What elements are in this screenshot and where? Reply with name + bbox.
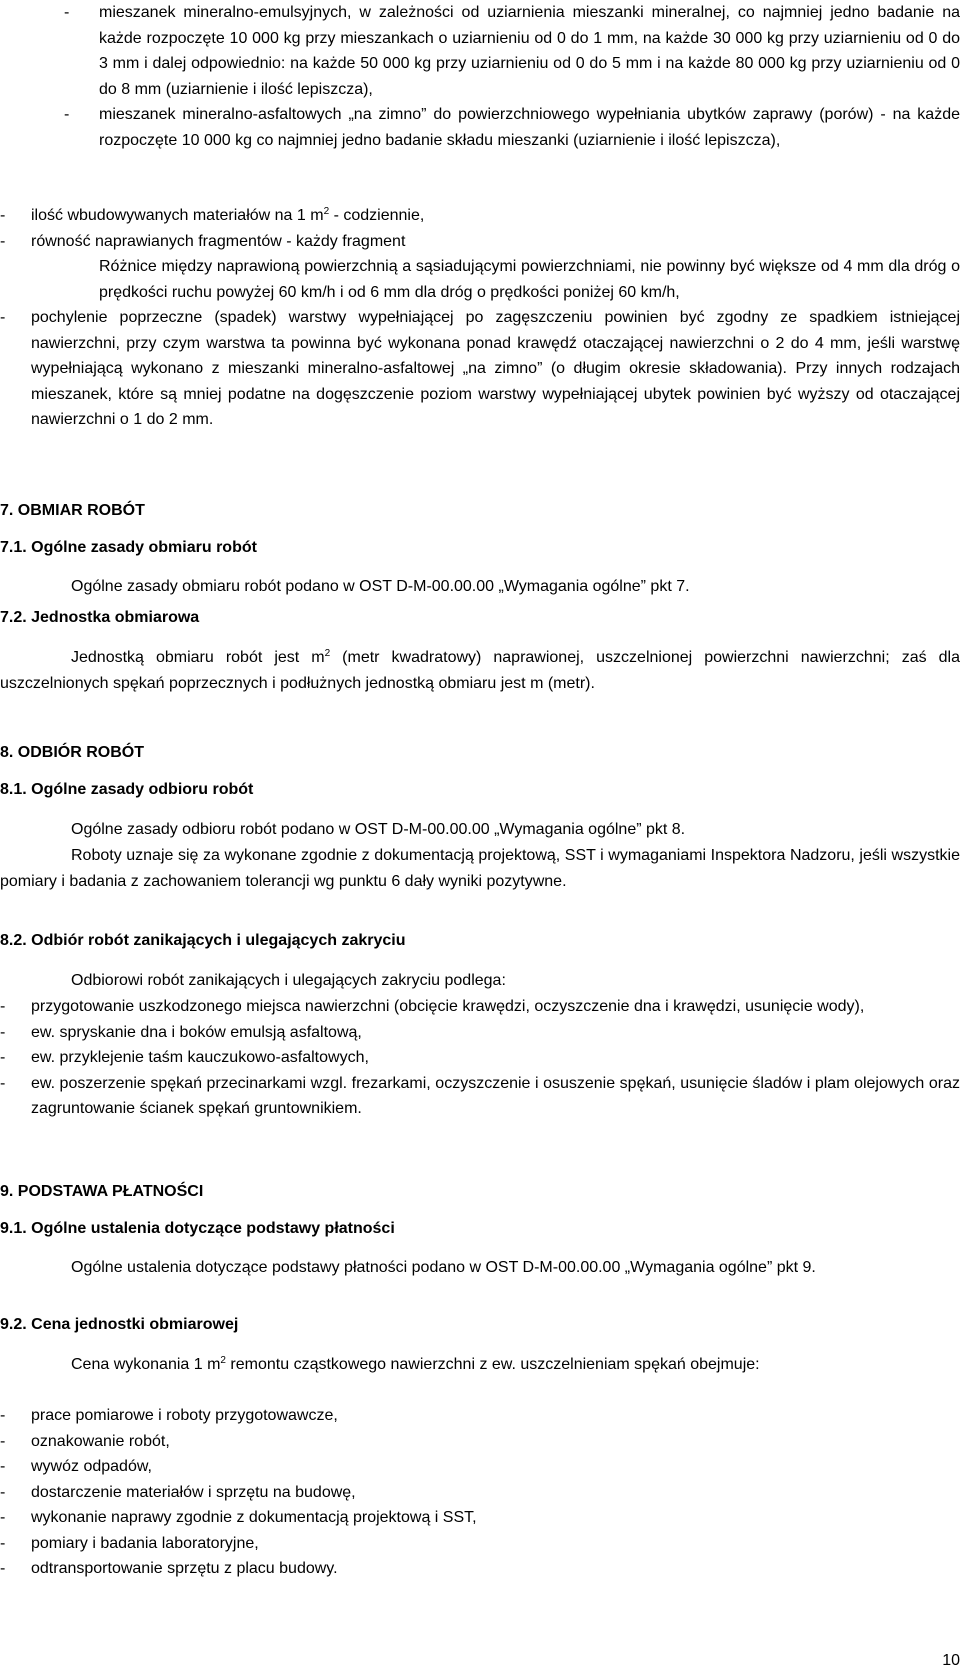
section-9-heading: 9. PODSTAWA PŁATNOŚCI: [0, 1183, 204, 1200]
section-8-heading: 8. ODBIÓR ROBÓT: [0, 744, 145, 761]
list-dash: -: [0, 1509, 6, 1526]
list-item-text: oznakowanie robót,: [31, 1432, 170, 1450]
list-item: [0, 0, 960, 102]
list-dash: -: [0, 1074, 6, 1092]
superscript: 2: [220, 1355, 226, 1366]
list-dash: -: [0, 998, 6, 1015]
list-item-text: ew. poszerzenie spękań przecinarkami wzgl. frezarkami, oczyszczenie i osuszenie spękań, usunięcie śladów i plam olejowych oraz zagruntowanie ścianek spękań gruntownikiem.: [31, 1074, 960, 1117]
section-9-1-text: Ogólne ustalenia dotyczące podstawy płatności podano w OST D-M-00.00.00 „Wymagania ogólne” pkt 9.: [71, 1259, 816, 1276]
page-number: 10: [942, 1652, 960, 1669]
list-item-text: mieszanek mineralno-emulsyjnych, w zależności od uziarnienia mieszanki mineralnej, co najmniej jedno badanie na każde rozpoczęte 10 000 kg przy mieszankach o uziarnieniu od 0 do 1 mm, na każde 30 000 kg przy uziarnieniu od 0 do 3 mm i dalej odpowiednio: na każde 50 000 kg przy uziarnieniu od 0 do 5 mm i na każde 80 000 kg przy uziarnieniu od 0 do 8 mm (uziarnienie i ilość lepiszcza),: [99, 4, 960, 98]
section-8-2-heading: 8.2. Odbiór robót zanikających i ulegających zakryciu: [0, 932, 406, 949]
list-item-text: prace pomiarowe i roboty przygotowawcze,: [31, 1407, 338, 1424]
section-7-2-text: [0, 645, 960, 696]
list-item: [0, 1071, 960, 1122]
list-item: [0, 1556, 960, 1582]
list-item: [0, 1480, 960, 1506]
list-item-text: pomiary i badania laboratoryjne,: [31, 1534, 259, 1552]
section-7-2-heading: 7.2. Jednostka obmiarowa: [0, 609, 200, 626]
list-dash: -: [0, 1560, 6, 1577]
list-item-text: odtransportowanie sprzętu z placu budowy.: [31, 1560, 338, 1577]
list-item-pochylenie: [0, 305, 960, 433]
list-dash: -: [0, 1483, 6, 1501]
section-8-1-text-1: Ogólne zasady odbioru robót podano w OST D-M-00.00.00 „Wymagania ogólne” pkt 8.: [71, 821, 686, 838]
list-item-text: ew. przyklejenie taśm kauczukowo-asfaltowych,: [31, 1049, 369, 1066]
list-item-text: mieszanek mineralno-asfaltowych „na zimno” do powierzchniowego wypełniania ubytków zaprawy (porów) - na każde rozpoczęte 10 000 kg co najmniej jedno badanie składu mieszanki (uziarnienie i ilość lepiszcza),: [99, 106, 960, 149]
text: Jednostką obmiaru robót jest m: [71, 649, 325, 666]
list-item: [0, 1505, 960, 1531]
list-dash: -: [0, 1534, 6, 1552]
top-sublist: [0, 0, 960, 153]
list-dash: -: [0, 232, 6, 250]
list-item: [0, 1531, 960, 1557]
text: Cena wykonania 1 m: [71, 1356, 221, 1373]
list-item-text: równość naprawianych fragmentów - każdy fragment: [31, 232, 406, 250]
list-dash: -: [0, 309, 6, 326]
text: remontu cząstkowego nawierzchni z ew. uszczelnieniam spękań obejmuje:: [225, 1356, 760, 1373]
list-item-text: - codziennie,: [329, 207, 425, 224]
list-item: [0, 994, 960, 1020]
section-8-2-intro: Odbiorowi robót zanikających i ulegających zakryciu podlega:: [71, 972, 506, 989]
section-9-2-list: [0, 1403, 960, 1582]
section-8-1-text-2: Roboty uznaje się za wykonane zgodnie z dokumentacją projektową, SST i wymaganiami Inspektora Nadzoru, jeśli wszystkie pomiary i badania z zachowaniem tolerancji wg punktu 6 dały wyniki pozytywne.: [0, 847, 960, 890]
list-item: [0, 1429, 960, 1455]
section-9-1-heading: 9.1. Ogólne ustalenia dotyczące podstawy płatności: [0, 1220, 395, 1237]
list-dash: -: [0, 1049, 6, 1066]
list-item-text: ilość wbudowywanych materiałów na 1 m: [31, 207, 324, 224]
list-item: [0, 1403, 960, 1429]
text: (metr kwadratowy) naprawionej, uszczelnionej powierzchni nawierzchni; zaś dla uszczelnionych spękań poprzecznych i podłużnych jednostką obmiaru jest m (metr).: [0, 649, 960, 692]
roznice-note: Różnice między naprawioną powierzchnią a sąsiadującymi powierzchniami, nie powinny być większe od 4 mm dla dróg o prędkości ruchu powyżej 60 km/h i od 6 mm dla dróg o prędkości poniżej 60 km/h,: [99, 258, 960, 301]
list-dash: -: [0, 1458, 6, 1475]
list-dash: -: [64, 4, 70, 21]
section-7-1-text: Ogólne zasady obmiaru robót podano w OST D-M-00.00.00 „Wymagania ogólne” pkt 7.: [71, 578, 690, 595]
section-9-2-heading: 9.2. Cena jednostki obmiarowej: [0, 1316, 239, 1333]
list-item-text: wykonanie naprawy zgodnie z dokumentacją projektową i SST,: [31, 1509, 477, 1526]
section-8-1-heading: 8.1. Ogólne zasady odbioru robót: [0, 781, 254, 798]
list-item-text: pochylenie poprzeczne (spadek) warstwy wypełniającej po zagęszczeniu powinien być zgodny ze spadkiem istniejącej nawierzchni, przy czym warstwa ta powinna być wykonana ponad krawędź otaczającej nawierzchni o 2 do 4 mm, jeśli warstwę wypełniającą wykonano z mieszanki mineralno-asfaltowej „na zimno” (o długim okresie składowania). Przy innych rodzajach mieszanek, które są mniej podatne na dogęszczenie poziom warstwy wypełniającej ubytek powinien być wyższy od otaczającej nawierzchni o 1 do 2 mm.: [31, 309, 960, 428]
superscript: 2: [324, 648, 331, 659]
section-8-2-list: [0, 994, 960, 1122]
list-item-text: przygotowanie uszkodzonego miejsca nawierzchni (obcięcie krawędzi, oczyszczenie dna i krawędzi, usunięcie wody),: [31, 998, 865, 1015]
list-dash: -: [0, 207, 6, 224]
superscript: 2: [323, 206, 330, 217]
list-item: [0, 102, 960, 153]
list-dash: -: [64, 106, 70, 123]
list-item-text: dostarczenie materiałów i sprzętu na budowę,: [31, 1483, 356, 1501]
list-dash: -: [0, 1432, 6, 1450]
list-item: [0, 1454, 960, 1480]
list-dash: -: [0, 1023, 6, 1041]
list-item-text: wywóz odpadów,: [31, 1458, 152, 1475]
list-item: [0, 1045, 960, 1071]
list-dash: -: [0, 1407, 6, 1424]
control-list: [0, 203, 960, 433]
section-7-1-heading: 7.1. Ogólne zasady obmiaru robót: [0, 539, 257, 556]
section-9-2-text: [0, 1352, 960, 1378]
section-7-heading: 7. OBMIAR ROBÓT: [0, 502, 145, 519]
list-item-text: ew. spryskanie dna i boków emulsją asfaltową,: [31, 1023, 362, 1041]
list-item-ilosc: [0, 203, 960, 229]
list-item-rownosc: [0, 229, 960, 255]
list-item: [0, 1020, 960, 1046]
